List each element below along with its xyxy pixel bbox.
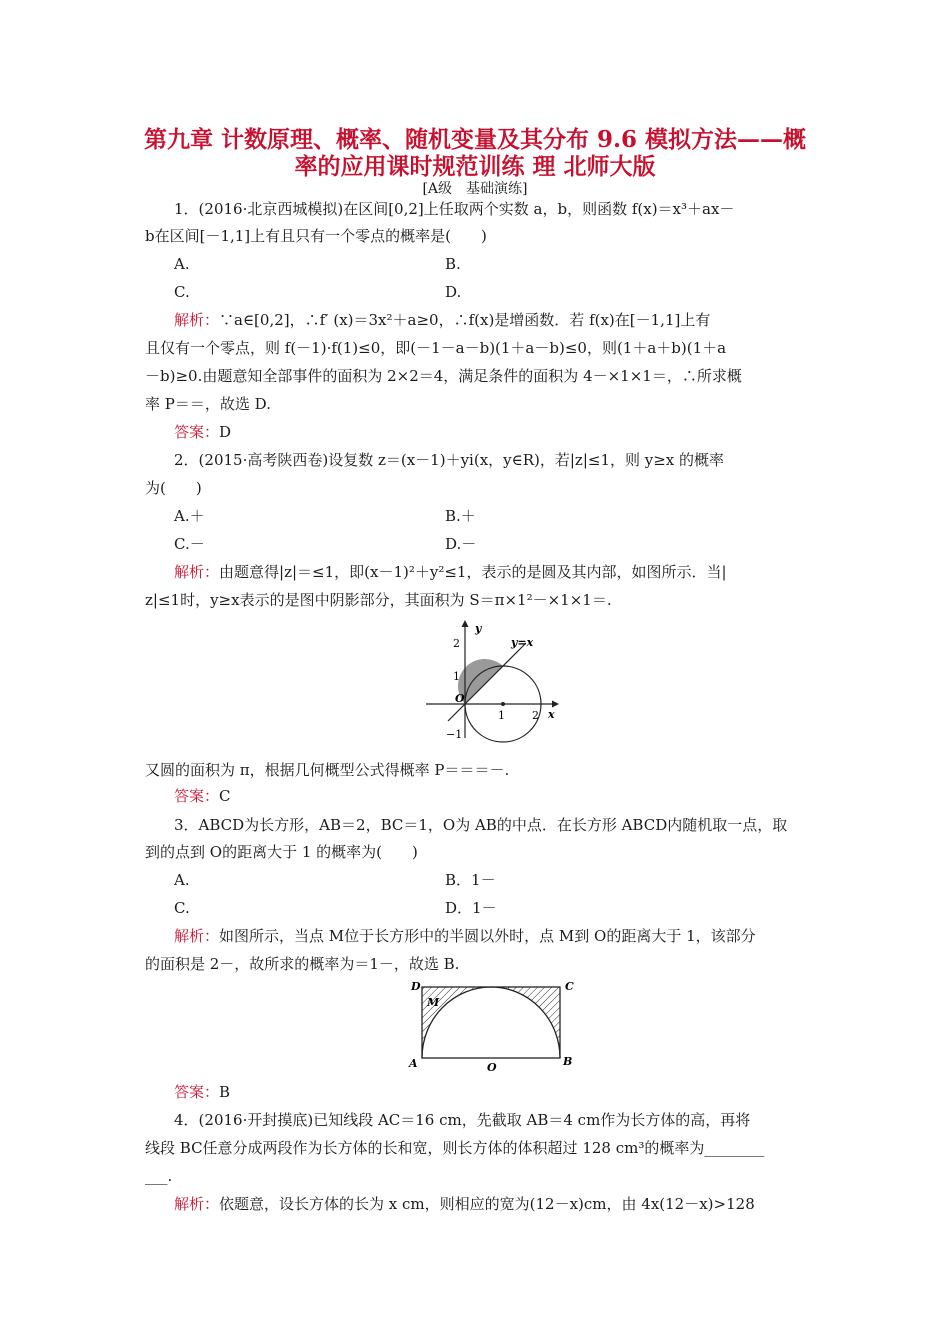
q3-hatched-region	[422, 987, 560, 1058]
q2-tick-x1: 1	[498, 709, 505, 722]
q1-solution-line2: 且仅有一个零点，则 f(－1)·f(1)≤0，即(－1－a－b)(1＋a－b)≤0，则(1＋a＋b)(1＋a	[145, 339, 727, 357]
q2-tick-y2: 2	[453, 637, 460, 650]
q1-answer-label: 答案：	[174, 423, 220, 441]
q1-answer	[174, 422, 231, 442]
q1-option-c: C.	[174, 283, 190, 301]
q2-y-axis-label: y	[475, 622, 482, 635]
q1-solution-line1	[174, 310, 710, 330]
q3-option-d: D．1－	[445, 899, 497, 917]
q3-option-b: B．1－	[445, 871, 496, 889]
q1-option-a: A.	[174, 255, 190, 273]
q1-solution-label: 解析：	[174, 311, 220, 329]
q4-solution-line1	[174, 1194, 755, 1214]
q3-answer	[174, 1082, 230, 1102]
q2-stem-line2: 为( )	[145, 479, 202, 497]
q2-tick-ym1: −1	[446, 728, 463, 741]
q2-figure-circle	[420, 618, 565, 748]
q1-stem-line1: 1．(2016·北京西城模拟)在区间[0,2]上任取两个实数 a，b，则函数 f(x)＝x³＋ax－	[174, 200, 735, 218]
q3-stem-line1: 3．ABCD为长方形，AB＝2，BC＝1，O为 AB的中点．在长方形 ABCD内随机取一点，取	[174, 816, 788, 834]
q3-figure-rectangle	[405, 978, 580, 1074]
q2-option-b: B.＋	[445, 507, 476, 525]
q2-answer-value: C	[219, 787, 231, 805]
q3-label-o: O	[487, 1061, 497, 1074]
q2-option-a: A.＋	[174, 507, 205, 525]
q1-option-b: B.	[445, 255, 461, 273]
q2-answer	[174, 786, 231, 806]
q2-center-point	[501, 702, 505, 706]
q2-x-arrow	[552, 701, 559, 708]
q3-label-a: A	[409, 1057, 418, 1070]
q1-option-d: D.	[445, 283, 462, 301]
q2-x-axis-label: x	[548, 708, 555, 721]
q1-stem-line2: b在区间[－1,1]上有且只有一个零点的概率是( )	[145, 227, 487, 245]
q1-solution-line3: －b)≥0.由题意知全部事件的面积为 2×2＝4，满足条件的面积为 4－×1×1＝，∴所求概	[145, 367, 742, 385]
q2-solution-line2: z|≤1时，y≥x表示的是图中阴影部分，其面积为 S＝π×1²－×1×1＝.	[145, 591, 612, 609]
q2-tick-x2: 2	[532, 709, 539, 722]
section-subtitle: [A级 基础演练]	[422, 181, 528, 197]
page-title-line1: 第九章 计数原理、概率、随机变量及其分布 9.6 模拟方法——概	[143, 126, 807, 153]
q2-origin-label: O	[455, 692, 465, 705]
q3-option-a: A.	[174, 871, 190, 889]
q3-label-m: M	[427, 996, 440, 1009]
q3-label-d: D	[411, 980, 421, 993]
q2-solution-line1	[174, 562, 727, 582]
q2-stem-line1: 2．(2015·高考陕西卷)设复数 z＝(x－1)＋yi(x，y∈R)，若|z|≤1，则 y≥x 的概率	[174, 451, 725, 469]
q4-stem-line2: 线段 BC任意分成两段作为长方体的长和宽，则长方体的体积超过 128 cm³的概率为________	[145, 1139, 765, 1157]
q2-line-label: y=x	[511, 636, 534, 649]
q2-option-c: C.－	[174, 535, 205, 553]
q3-solution-text1: 如图所示，当点 M位于长方形中的半圆以外时，点 M到 O的距离大于 1，该部分	[219, 927, 756, 945]
q1-answer-value: D	[219, 423, 232, 441]
q4-solution-label: 解析：	[174, 1195, 220, 1213]
q4-solution-text1: 依题意，设长方体的长为 x cm，则相应的宽为(12－x)cm，由 4x(12－x)>128	[219, 1195, 755, 1213]
q2-y-arrow	[462, 620, 469, 627]
q3-label-c: C	[565, 980, 574, 993]
q4-stem-line3: ___.	[145, 1167, 173, 1185]
q3-solution-line1	[174, 926, 756, 946]
q3-answer-label: 答案：	[174, 1083, 220, 1101]
q3-option-c: C.	[174, 899, 190, 917]
q3-solution-line2: 的面积是 2－，故所求的概率为＝1－，故选 B.	[145, 955, 460, 973]
q3-label-b: B	[563, 1055, 573, 1068]
q2-solution-text1: 由题意得|z|＝≤1，即(x－1)²＋y²≤1，表示的是圆及其内部，如图所示．当|	[219, 563, 727, 581]
q1-solution-line4: 率 P＝＝，故选 D.	[145, 395, 271, 413]
q1-solution-text1: ∵a∈[0,2]，∴f′ (x)＝3x²＋a≥0，∴f(x)是增函数．若 f(x)在[－1,1]上有	[219, 311, 711, 329]
q3-stem-line2: 到的点到 O的距离大于 1 的概率为( )	[145, 843, 418, 861]
q2-tick-y1: 1	[453, 670, 460, 683]
q3-solution-label: 解析：	[174, 927, 220, 945]
q2-answer-label: 答案：	[174, 787, 220, 805]
q2-option-d: D.－	[445, 535, 477, 553]
q2-solution-label: 解析：	[174, 563, 220, 581]
q4-stem-line1: 4．(2016·开封摸底)已知线段 AC＝16 cm，先截取 AB＝4 cm作为长方体的高，再将	[174, 1111, 751, 1129]
q3-answer-value: B	[219, 1083, 231, 1101]
page-title-line2: 率的应用课时规范训练 理 北师大版	[294, 153, 656, 180]
q2-solution-line3: 又圆的面积为 π，根据几何概型公式得概率 P＝＝＝－.	[145, 761, 510, 779]
